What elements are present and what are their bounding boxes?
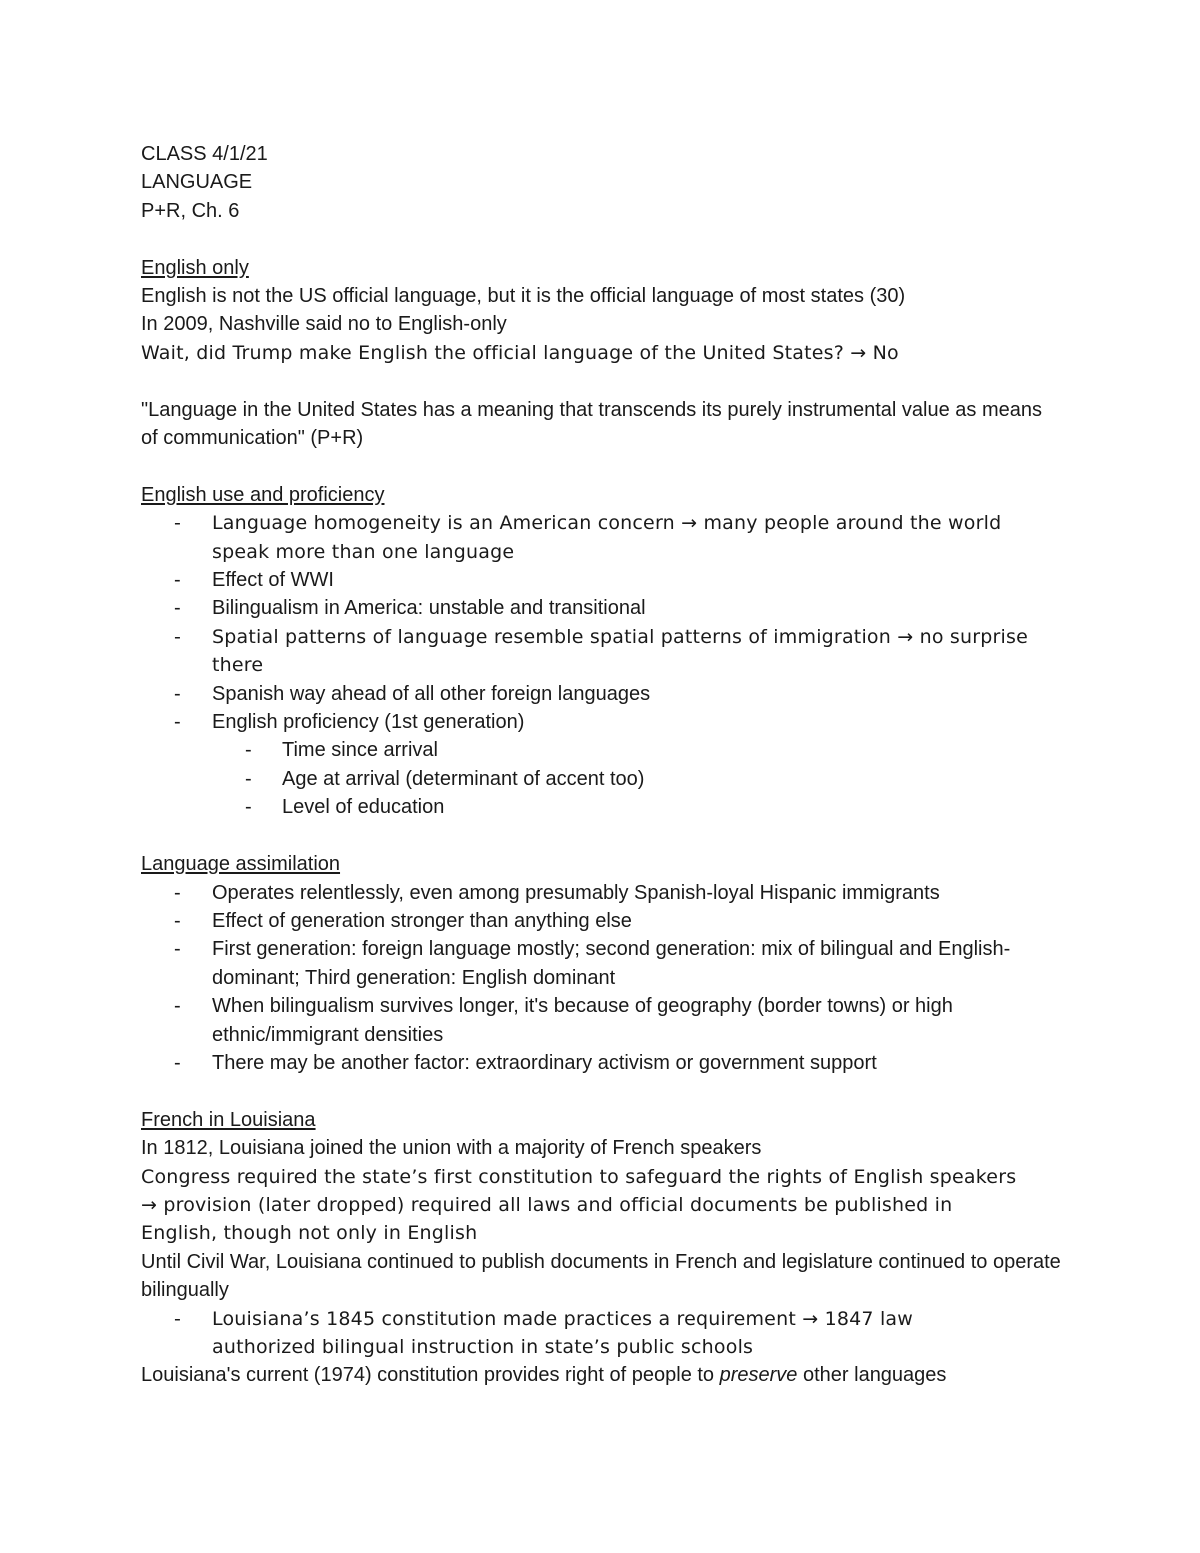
list-item: - Effect of generation stronger than anything else bbox=[141, 907, 1071, 935]
bullet-dash: - bbox=[174, 938, 181, 961]
emphasis-preserve: preserve bbox=[719, 1364, 798, 1387]
bullet-dash: - bbox=[174, 1051, 181, 1074]
text-line: In 1812, Louisiana joined the union with a majority of French speakers bbox=[141, 1137, 762, 1160]
list-item: - Operates relentlessly, even among presumably Spanish-loyal Hispanic immigrants bbox=[141, 879, 1071, 907]
bullet-dash: - bbox=[245, 767, 252, 790]
list-item: - There may be another factor: extraordinary activism or government support bbox=[141, 1049, 1071, 1077]
list-item: - Language homogeneity is an American concern → many people around the world speak more than one language bbox=[141, 509, 1071, 566]
final-line: Louisiana's current (1974) constitution provides right of people to preserve other languages bbox=[141, 1364, 947, 1387]
bullet-dash: - bbox=[245, 796, 252, 819]
list-item: - Spatial patterns of language resemble spatial patterns of immigration → no surprise there bbox=[141, 623, 1071, 680]
topic-title: LANGUAGE bbox=[141, 171, 253, 194]
text-line: Wait, did Trump make English the official language of the United States? → No bbox=[141, 341, 899, 364]
sub-list-item: - Time since arrival bbox=[141, 736, 1071, 764]
class-date: CLASS 4/1/21 bbox=[141, 143, 268, 165]
bullet-dash: - bbox=[174, 597, 181, 620]
list-item: - Bilingualism in America: unstable and transitional bbox=[141, 594, 1071, 622]
bullet-dash: - bbox=[174, 711, 181, 734]
text-line: In 2009, Nashville said no to English-only bbox=[141, 313, 507, 336]
heading-french-in-louisiana: French in Louisiana bbox=[141, 1108, 316, 1131]
sub-list-item: - Age at arrival (determinant of accent too) bbox=[141, 765, 1071, 793]
spacer bbox=[141, 452, 1071, 480]
heading-language-assimilation: Language assimilation bbox=[141, 853, 341, 876]
bullet-dash: - bbox=[174, 909, 181, 932]
bullet-dash: - bbox=[174, 682, 181, 705]
list-item: - Effect of WWI bbox=[141, 566, 1071, 594]
bullet-dash: - bbox=[174, 881, 181, 904]
sub-list-item: - Level of education bbox=[141, 793, 1071, 821]
text-line: English is not the US official language, but it is the official language of most states (30) bbox=[141, 285, 906, 308]
spacer bbox=[141, 225, 1071, 253]
list-item: - Spanish way ahead of all other foreign languages bbox=[141, 680, 1071, 708]
quote-text: "Language in the United States has a meaning that transcends its purely instrumental value as means of communication" (P+R) bbox=[141, 398, 1042, 450]
spacer bbox=[141, 822, 1071, 850]
spacer bbox=[141, 1077, 1071, 1105]
list-item: - When bilingualism survives longer, it's because of geography (border towns) or high ethnic/immigrant densities bbox=[141, 992, 1071, 1049]
list-item: - English proficiency (1st generation) bbox=[141, 708, 1071, 736]
list-item: - First generation: foreign language mostly; second generation: mix of bilingual and English-dominant; Third generation: English dominant bbox=[141, 935, 1071, 992]
heading-english-use-proficiency: English use and proficiency bbox=[141, 483, 385, 506]
notes-body bbox=[141, 140, 1071, 1390]
bullet-dash: - bbox=[174, 1307, 182, 1330]
heading-english-only: English only bbox=[141, 256, 249, 279]
bullet-dash: - bbox=[174, 512, 182, 535]
spacer bbox=[141, 367, 1071, 395]
bullet-dash: - bbox=[174, 625, 182, 648]
reading-reference: P+R, Ch. 6 bbox=[141, 199, 240, 222]
bullet-dash: - bbox=[174, 995, 181, 1018]
bullet-dash: - bbox=[245, 739, 252, 762]
bullet-dash: - bbox=[174, 569, 181, 592]
text-line: Congress required the state’s first constitution to safeguard the rights of English speakers → provision (later dropped) required all laws and official documents be published in English, though not only in English bbox=[141, 1165, 1017, 1245]
text-line: Until Civil War, Louisiana continued to publish documents in French and legislature continued to operate bilingually bbox=[141, 1250, 1061, 1302]
list-item: - Louisiana’s 1845 constitution made practices a requirement → 1847 law authorized bilingual instruction in state’s public schools bbox=[141, 1305, 1071, 1362]
